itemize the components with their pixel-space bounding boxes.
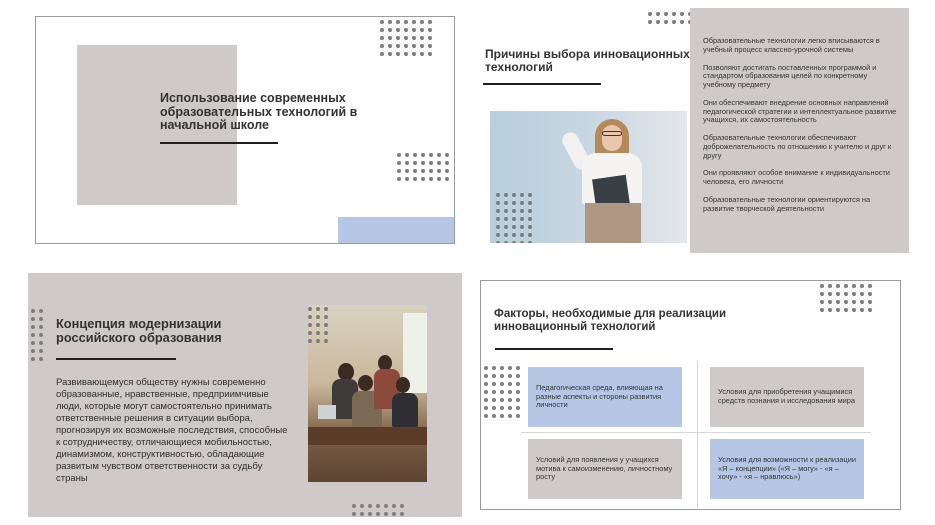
slide-reasons [477,8,909,253]
factor-box: Педагогическая среда, влияющая на разные аспекты и стороны развития личности [528,367,682,427]
dot-grid-pattern-icon [31,309,43,361]
decorative-blue-block [338,217,454,243]
factor-box: Условий для появления у учащихся мотива к самоизменению, личностному росту [528,439,682,499]
slide-factors [480,280,901,510]
factor-box: Условия для приобретения учащимися средств познания и исследования мира [710,367,864,427]
title-underline [483,83,601,85]
reason-item: Они проявляют особое внимание к индивидуальности человека, его личности [703,168,890,187]
slide-4-title: Факторы, необходимые для реализации инновационный технологий [494,308,727,333]
dot-grid-pattern-icon [352,504,404,516]
slide-1-title: Использование современных образовательных технологий в начальной школе [160,91,358,132]
photo-teacher-with-glasses [490,111,687,243]
reason-item: Образовательные технологии ориентируются на развитие творческой деятельности [703,195,871,213]
title-underline [56,358,176,360]
grid-divider-horizontal [521,432,871,433]
slide-3-title: Концепция модернизации российского образования [56,316,222,345]
reason-item: Они обеспечивают внедрение основных направлений педагогической стратегии и интеллектуальное развитие учащихся, их самостоятельность [703,97,897,125]
title-underline [495,348,613,350]
slide-2-title: Причины выбора инновационных технологий [485,47,690,74]
slide-title [35,16,455,244]
dot-grid-pattern-icon [397,153,449,181]
dot-grid-pattern-icon [496,193,532,243]
reason-item: Образовательные технологии легко вписываются в учебный процесс классно-урочной системы [703,36,880,54]
factor-box: Условия для возможности к реализации «Я – концепции» («Я – могу» - «я – хочу» - «я – нравлюсь») [710,439,864,499]
dot-grid-pattern-icon [484,366,520,418]
dot-grid-pattern-icon [308,307,328,343]
title-underline [160,142,278,144]
concept-paragraph: Развивающемуся обществу нужны современно образованные, нравственные, предприимчивые люди, которые могут самостоятельно принимать ответственные решения в ситуации выбора, прогнозируя их возможные последствия, способные к сотрудничеству, отличающиеся мобильностью, динамизмом, конструктивностью, обладающие развитым чувством ответственности за судьбу страны [56,377,288,484]
reason-item: Позволяют достигать поставленных программой и стандартом образования целей по конкретному учебному предмету [703,62,877,89]
dot-grid-pattern-icon [820,284,872,312]
reasons-panel [690,8,909,253]
grid-divider-vertical [697,361,698,509]
reason-item: Образовательные технологии обеспечивают доброжелательность по отношению к учителю и друг к другу [703,133,892,160]
slide-modernization-concept [28,273,462,517]
dot-grid-pattern-icon [380,20,432,56]
photo-students-studying [308,305,427,482]
